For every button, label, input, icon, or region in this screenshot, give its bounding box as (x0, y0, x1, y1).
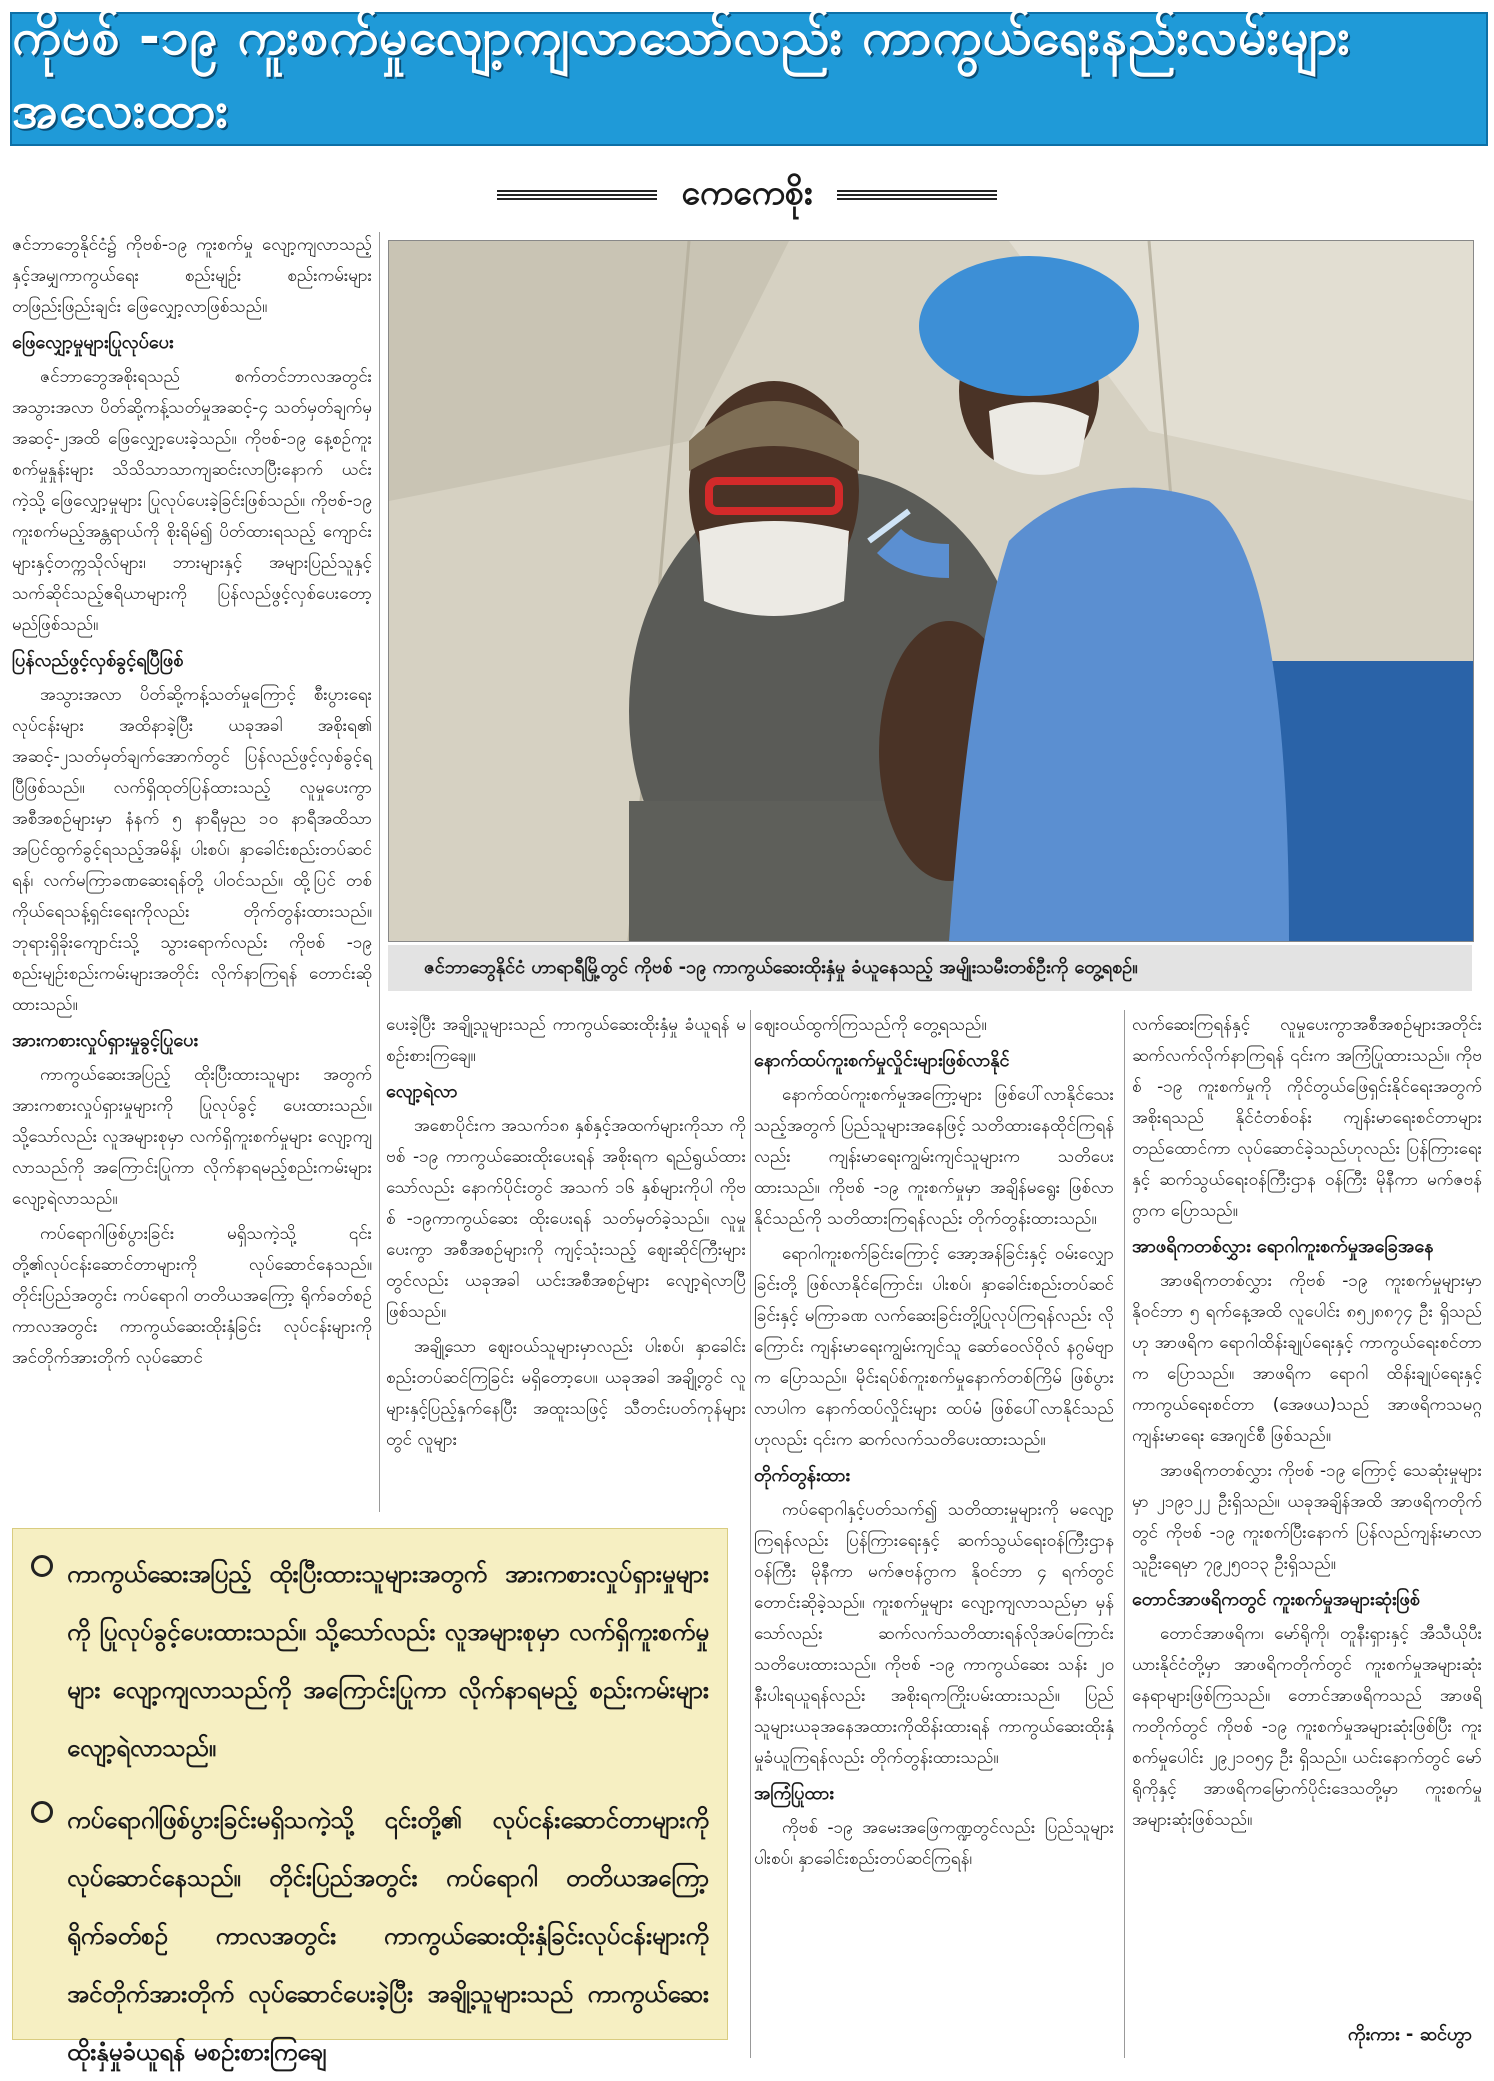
paragraph: အာဖရိကတစ်လွှား ကိုဗစ် -၁၉ ကူးစက်မှုများမှာ နိုဝင်ဘာ ၅ ရက်နေ့အထိ လူပေါင်း ၈၅၂၈၈၇၄ ဦး ရှိသည်ဟု အာဖရိက ရောဂါထိန်းချုပ်ရေးနှင့် ကာကွယ်ရေးစင်တာက ပြောသည်။ အာဖရိက ရောဂါ ထိန်းချုပ်ရေးနှင့် ကာကွယ်ရေးစင်တာ (အေဖယ)သည် အာဖရိကသမဂ္ဂ ကျန်းမာရေး အေဂျင်စီ ဖြစ်သည်။ (1132, 1271, 1482, 1446)
paragraph: အာဖရိကတစ်လွှား ကိုဗစ် -၁၉ ကြောင့် သေဆုံးမှုများမှာ ၂၁၉၁၂၂ ဦးရှိသည်။ ယခုအချိန်အထိ အာဖရိကတိုက်တွင် ကိုဗစ် -၁၉ ကူးစက်ပြီးနောက် ပြန်လည်ကျန်းမာလာသူဦးရေမှာ ၇၉၂၅၀၁၃ ဦးရှိသည်။ (1132, 1461, 1482, 1574)
pull-quote-box (12, 1528, 728, 2066)
subheading: နောက်ထပ်ကူးစက်မှုလှိုင်းများဖြစ်လာနိုင် (754, 1050, 1010, 1071)
paragraph: တောင်အာဖရိက၊ မော်ရိုကို၊ တူနီးရှားနှင့် အီသီယိုပီးယားနိုင်ငံတို့မှာ အာဖရိကတိုက်တွင် ကူးစက်မှုအများဆုံးနေရာများဖြစ်ကြသည်။ တောင်အာဖရိကသည် အာဖရိကတိုက်တွင် ကိုဗစ် -၁၉ ကူးစက်မှုအများဆုံးဖြစ်ပြီး ကူးစက်မှုပေါင်း ၂၉၂၁၀၅၄ ဦး ရှိသည်။ ယင်းနောက်တွင် မော်ရိုကိုနှင့် အာဖရိကမြောက်ပိုင်းဒေသတို့မှာ ကူးစက်မှု အများဆုံးဖြစ်သည်။ (1132, 1624, 1482, 1830)
byline: ကေကေစိုး (681, 172, 813, 213)
paragraph: ဇင်ဘာဘွေနိုင်ငံ၌ ကိုဗစ်-၁၉ ကူးစက်မှု လျော့ကျလာသည့်နှင့်အမျှကာကွယ်ရေး စည်းမျဉ်း စည်းကမ်းများ တဖြည်းဖြည်းချင်း ဖြေလျှော့လာဖြစ်သည်။ (12, 235, 372, 317)
paragraph: ပေးခဲ့ပြီး အချို့သူများသည် ကာကွယ်ဆေးထိုးနှံမှု ခံယူရန် မစဉ်းစားကြချေ။ (386, 1015, 746, 1066)
subheading: တိုက်တွန်းထား (754, 1465, 850, 1486)
paragraph: ကိုဗစ် -၁၉ အမေးအဖြေကဏ္ဍတွင်လည်း ပြည်သူများ ပါးစပ်၊ နှာခေါင်းစည်းတပ်ဆင်ကြရန်၊ (754, 1818, 1114, 1869)
photo-caption: ဇင်ဘာဘွေနိုင်ငံ ဟာရာရီမြို့တွင် ကိုဗစ် -၁၉ ကာကွယ်ဆေးထိုးနှံမှု ခံယူနေသည့် အမျိုးသမီးတစ်ဦးကို တွေ့ရစဉ်။ (388, 945, 1472, 991)
pull-quote-text: ကပ်ရောဂါဖြစ်ပွားခြင်းမရှိသကဲ့သို့ ၎င်းတို့၏ လုပ်ငန်းဆောင်တာများကို လုပ်ဆောင်နေသည်။ တိုင်းပြည်အတွင်း ကပ်ရောဂါ တတိယအကြော့ ရိုက်ခတ်စဉ် ကာလအတွင်း ကာကွယ်ဆေးထိုးနှံခြင်းလုပ်ငန်းများကို အင်တိုက်အားတိုက် လုပ်ဆောင်ပေးခဲ့ပြီး အချို့သူများသည် ကာကွယ်ဆေးထိုးနှံမှုခံယူရန် မစဉ်းစားကြချေ (67, 1806, 709, 2066)
subheading: တောင်အာဖရိကတွင် ကူးစက်မှုအများဆုံးဖြစ် (1132, 1589, 1420, 1610)
paragraph: ကာကွယ်ဆေးအပြည့် ထိုးပြီးထားသူများ အတွက် အားကစားလှုပ်ရှားမှုများကို ပြုလုပ်ခွင့် ပေးထားသည်။ သို့သော်လည်း လူအများစုမှာ လက်ရှိကူးစက်မှုများ လျော့ကျလာသည်ကို အကြောင်းပြုကာ လိုက်နာရမည့်စည်းကမ်းများ လျော့ရဲလာသည်။ (12, 1065, 372, 1209)
pull-quote-text: ကာကွယ်ဆေးအပြည့် ထိုးပြီးထားသူများအတွက် အားကစားလှုပ်ရှားမှုများကို ပြုလုပ်ခွင့်ပေးထားသည်။ သို့သော်လည်း လူအများစုမှာ လက်ရှိကူးစက်မှုများ လျော့ကျလာသည်ကို အကြောင်းပြုကာ လိုက်နာရမည့် စည်းကမ်းများ လျော့ရဲလာသည်။ (67, 1560, 709, 1762)
paragraph: ဇင်ဘာဘွေအစိုးရသည် စက်တင်ဘာလအတွင်း အသွားအလာ ပိတ်ဆို့ကန့်သတ်မှုအဆင့်-၄ သတ်မှတ်ချက်မှ အဆင့်-၂အထိ ဖြေလျှော့ပေးခဲ့သည်။ ကိုဗစ်-၁၉ နေ့စဉ်ကူးစက်မှုနှုန်းများ သိသိသာသာကျဆင်းလာပြီးနောက် ယင်းကဲ့သို့ ဖြေလျှော့မှုများ ပြုလုပ်ပေးခဲ့ခြင်းဖြစ်သည်။ ကိုဗစ်-၁၉ ကူးစက်မည့်အန္တရာယ်ကို စိုးရိမ်၍ ပိတ်ထားရသည့် ကျောင်းများနှင့်တက္ကသိုလ်များ၊ ဘားများနှင့် အများပြည်သူနှင့် သက်ဆိုင်သည့်ဧရိယာများကို ပြန်လည်ဖွင့်လှစ်ပေးတော့မည်ဖြစ်သည်။ (12, 367, 372, 635)
pull-quote-item (31, 1791, 709, 2081)
paragraph: ကပ်ရောဂါနှင့်ပတ်သက်၍ သတိထားမှုများကို မလျော့ကြရန်လည်း ပြန်ကြားရေးနှင့် ဆက်သွယ်ရေးဝန်ကြီးဌာန ဝန်ကြီး မိုနီကာ မက်ဇဗန်ဂွာက နိုဝင်ဘာ ၄ ရက်တွင် တောင်းဆိုခဲ့သည်။ ကူးစက်မှုများ လျော့ကျလာသည်မှာ မှန်သော်လည်း ဆက်လက်သတိထားရန်လိုအပ်ကြောင်း သတိပေးထားသည်။ ကိုဗစ် -၁၉ ကာကွယ်ဆေး သန်း ၂၀ နီးပါးရယူရန်လည်း အစိုးရကကြိုးပမ်းထားသည်။ ပြည်သူများယခုအနေအထားကိုထိန်းထားရန် ကာကွယ်ဆေးထိုးနှံမှုခံယူကြရန်လည်း တိုက်တွန်းထားသည်။ (754, 1500, 1114, 1768)
paragraph: ကပ်ရောဂါဖြစ်ပွားခြင်း မရှိသကဲ့သို့ ၎င်းတို့၏လုပ်ငန်းဆောင်တာများကို လုပ်ဆောင်နေသည်။ တိုင်းပြည်အတွင်း ကပ်ရောဂါ တတိယအကြော့ ရိုက်ခတ်စဉ်ကာလအတွင်း ကာကွယ်ဆေးထိုးနှံခြင်း လုပ်ငန်းများကို အင်တိုက်အားတိုက် လုပ်ဆောင် (12, 1224, 372, 1368)
circle-bullet-icon (31, 1555, 53, 1577)
headline-banner (10, 8, 1488, 146)
subheading: ဖြေလျှော့မှုများပြုလုပ်ပေး (12, 332, 174, 353)
paragraph: နောက်ထပ်ကူးစက်မှုအကြော့များ ဖြစ်ပေါ်လာနိုင်သေးသည့်အတွက် ပြည်သူများအနေဖြင့် သတိထားနေထိုင်ကြရန်လည်း ကျန်းမာရေးကျွမ်းကျင်သူများက သတိပေးထားသည်။ ကိုဗစ် -၁၉ ကူးစက်မှုမှာ အချိန်မရွေး ဖြစ်လာနိုင်သည်ကို သတိထားကြရန်လည်း တိုက်တွန်းထားသည်။ (754, 1085, 1114, 1229)
column-1 (12, 230, 372, 1378)
headline: ကိုဗစ် -၁၉ ကူးစက်မှုလျော့ကျလာသော်လည်း ကာကွယ်ရေးနည်းလမ်းများ အလေးထား (12, 8, 1352, 139)
paragraph: အစောပိုင်းက အသက်၁၈ နှစ်နှင့်အထက်များကိုသာ ကိုဗစ် -၁၉ ကာကွယ်ဆေးထိုးပေးရန် အစိုးရက ရည်ရွယ်ထားသော်လည်း နောက်ပိုင်းတွင် အသက် ၁၆ နှစ်များကိုပါ ကိုဗစ် -၁၉ကာကွယ်ဆေး ထိုးပေးရန် သတ်မှတ်ခဲ့သည်။ လူမှုပေးကွာ အစီအစဉ်များကို ကျင့်သုံးသည့် ဈေးဆိုင်ကြီးများတွင်လည်း ယခုအခါ ယင်းအစီအစဉ်များ လျော့ရဲလာပြီဖြစ်သည်။ (386, 1116, 746, 1322)
subheading: အားကစားလှုပ်ရှားမှုခွင့်ပြုပေး (12, 1030, 198, 1051)
paragraph: ဈေးဝယ်ထွက်ကြသည်ကို တွေ့ရသည်။ (754, 1015, 987, 1035)
paragraph: လက်ဆေးကြရန်နှင့် လူမှုပေးကွာအစီအစဉ်များအတိုင်း ဆက်လက်လိုက်နာကြရန် ၎င်းက အကြံပြုထားသည်။ ကိုဗစ် -၁၉ ကူးစက်မှုကို ကိုင်တွယ်ဖြေရှင်းနိုင်ရေးအတွက် အစိုးရသည် နိုင်ငံတစ်ဝန်း ကျန်းမာရေးစင်တာများ တည်ထောင်ကာ လုပ်ဆောင်ခဲ့သည်ဟုလည်း ပြန်ကြားရေးနှင့် ဆက်သွယ်ရေးဝန်ကြီးဌာန ဝန်ကြီး မိုနီကာ မက်ဇဗန်ဂွာက ပြောသည်။ (1132, 1015, 1482, 1221)
paragraph: ရောဂါကူးစက်ခြင်းကြောင့် အော့အန်ခြင်းနှင့် ဝမ်းလျှောခြင်းတို့ ဖြစ်လာနိုင်ကြောင်း၊ ပါးစပ်၊ နှာခေါင်းစည်းတပ်ဆင်ခြင်းနှင့် မကြာခဏ လက်ဆေးခြင်းတို့ပြုလုပ်ကြရန်လည်း လိုကြောင်း ကျန်းမာရေးကျွမ်းကျင်သူ ဆော်ဝေလ်ဝိုလ် နဂွမ်ဗျာက ပြောသည်။ မိုင်းရပ်စ်ကူးစက်မှုနောက်တစ်ကြိမ် ဖြစ်ပွားလာပါက နောက်ထပ်လှိုင်းများ ထပ်မံ ဖြစ်ပေါ်လာနိုင်သည်ဟုလည်း ၎င်းက ဆက်လက်သတိပေးထားသည်။ (754, 1244, 1114, 1450)
subheading: အာဖရိကတစ်လွှား ရောဂါကူးစက်မှုအခြေအနေ (1132, 1236, 1434, 1257)
column-4 (1132, 1010, 1482, 1840)
subheading: ပြန်လည်ဖွင့်လှစ်ခွင့်ရပြီဖြစ် (12, 650, 184, 671)
column-divider (379, 232, 380, 1512)
subheading: လျော့ရဲလာ (386, 1081, 458, 1102)
paragraph: အချို့သော ဈေးဝယ်သူများမှာလည်း ပါးစပ်၊ နှာခေါင်းစည်းတပ်ဆင်ကြခြင်း မရှိတော့ပေ။ ယခုအခါ အချို့တွင် လူများနှင့်ပြည့်နှက်နေပြီး အထူးသဖြင့် သီတင်းပတ်ကုန်များတွင် လူများ (386, 1337, 746, 1450)
source-credit: ကိုးကား - ဆင်ဟွာ (1347, 2024, 1472, 2045)
column-2 (386, 1010, 746, 1460)
byline-rule-right (837, 190, 997, 200)
subheading: အကြံပြုထား (754, 1783, 834, 1804)
paragraph: အသွားအလာ ပိတ်ဆို့ကန့်သတ်မှုကြောင့် စီးပွားရေးလုပ်ငန်းများ အထိနာခဲ့ပြီး ယခုအခါ အစိုးရ၏ အဆင့်-၂သတ်မှတ်ချက်အောက်တွင် ပြန်လည်ဖွင့်လှစ်ခွင့်ရပြီဖြစ်သည်။ လက်ရှိထုတ်ပြန်ထားသည့် လူမှုပေးကွာအစီအစဉ်များမှာ နံနက် ၅ နာရီမှည ၁၀ နာရီအထိသာ အပြင်ထွက်ခွင့်ရသည့်အမိန့်၊ ပါးစပ်၊ နှာခေါင်းစည်းတပ်ဆင်ရန်၊ လက်မကြာခဏဆေးရန်တို့ ပါဝင်သည်။ ထို့ပြင် တစ်ကိုယ်ရေသန့်ရှင်းရေးကိုလည်း တိုက်တွန်းထားသည်။ ဘုရားရှိခိုးကျောင်းသို့ သွားရောက်လည်း ကိုဗစ် -၁၉ စည်းမျဉ်းစည်းကမ်းများအတိုင်း လိုက်နာကြရန် တောင်းဆိုထားသည်။ (12, 685, 372, 1015)
byline-rule-left (497, 190, 657, 200)
column-3 (754, 1010, 1114, 1879)
pull-quote-item (31, 1545, 709, 1777)
vaccination-photo (388, 240, 1474, 942)
photo-illustration (389, 241, 1473, 941)
column-divider (750, 1010, 751, 2058)
byline-row (0, 170, 1494, 220)
column-divider (1124, 1010, 1125, 2058)
circle-bullet-icon (31, 1801, 53, 1823)
